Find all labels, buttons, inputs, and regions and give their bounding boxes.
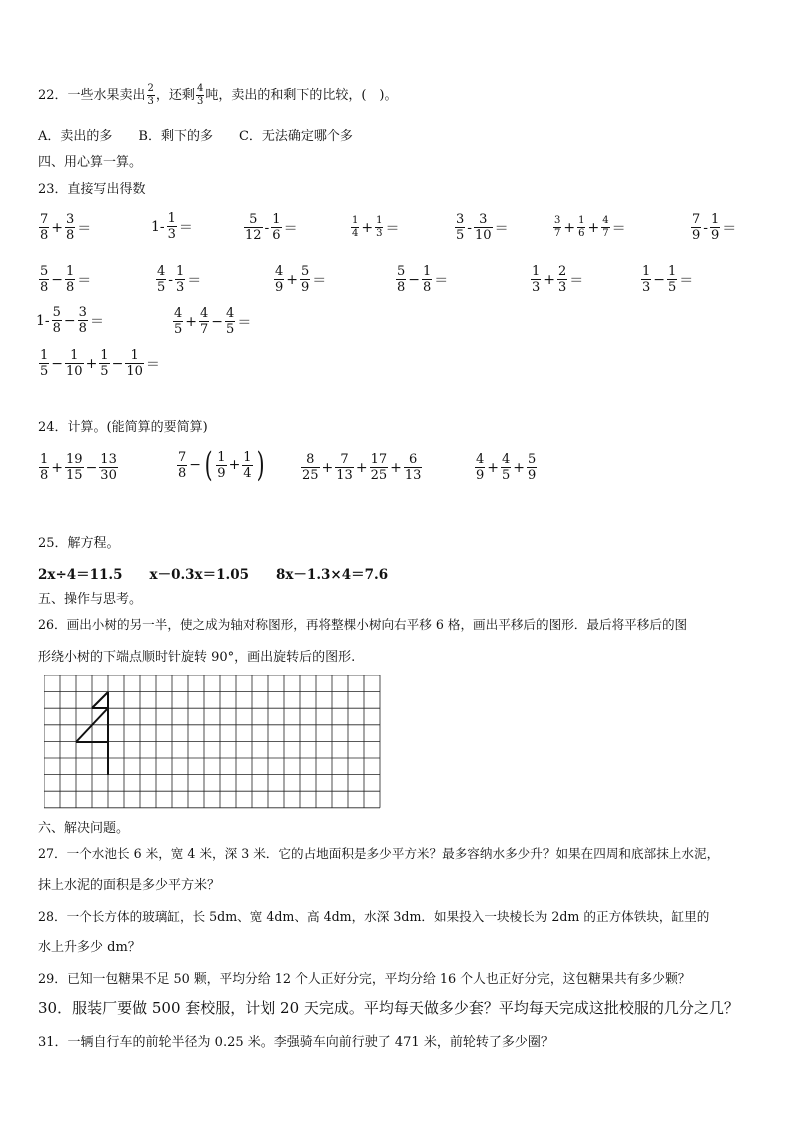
math-problem: [530, 264, 584, 294]
math-operator: ＝: [77, 272, 92, 289]
fraction: $\frac{13}{30}$: [100, 452, 117, 483]
math-problem: [38, 348, 161, 378]
math-operator: ＝: [77, 220, 92, 237]
math-expression: [38, 213, 92, 242]
q27-line-1: 27．一个水池长 6 米，宽 4 米，深 3 米．它的占地面积是多少平方米？最多容纳水多少升？如果在四周和底部抹上水泥，: [38, 846, 720, 861]
math-operator: −: [211, 313, 224, 330]
q22-suffix: 吨，卖出的和剩下的比较，( )。: [205, 88, 398, 103]
fraction: $\frac{4}{5}$: [226, 306, 235, 337]
fraction: $\frac{3}{10}$: [475, 212, 492, 243]
math-expression: [350, 216, 400, 239]
math-operator: ＝: [187, 272, 202, 289]
fraction: $\frac{1}{10}$: [66, 348, 83, 379]
fraction: $\frac{2}{3}$: [147, 83, 154, 107]
math-operator: ＝: [434, 272, 449, 289]
fraction: $\frac{5}{9}$: [528, 452, 537, 483]
math-problem: [273, 264, 327, 294]
math-operator: −: [653, 271, 666, 288]
fraction: $\frac{4}{3}$: [196, 83, 204, 107]
fraction: $\frac{4}{7}$: [200, 306, 209, 337]
q26-line-2: 形绕小树的下端点顺时针旋转 90°，画出旋转后的图形.: [38, 650, 356, 665]
math-operator: -: [703, 219, 709, 236]
fraction: $\frac{7}{8}$: [40, 212, 49, 243]
fraction: $\frac{1}{6}$: [272, 212, 281, 243]
math-operator: +: [85, 355, 98, 372]
math-operator: ＝: [679, 272, 694, 289]
grid-with-tree: [44, 675, 384, 809]
q30: 30．服装厂要做 500 套校服，计划 20 天完成。平均每天做多少套？平均每天完成这批校服的几分之几？: [38, 999, 739, 1017]
fraction: $\frac{5}{9}$: [301, 264, 310, 295]
q31: 31．一辆自行车的前轮半径为 0.25 米。李强骑车向前行驶了 471 米，前轮转了多少圈？: [38, 1035, 554, 1050]
q24-title: 24．计算。(能简算的要简算): [38, 420, 208, 435]
q29: 29．已知一包糖果不足 50 颗，平均分给 12 个人正好分完，平均分给 16 个人也正好分完，这包糖果共有多少颗？: [38, 972, 691, 987]
math-expression: [155, 265, 202, 294]
q26-line-1: 26．画出小树的另一半，使之成为轴对称图形，再将整棵小树向右平移 6 格，画出平移后的图形．最后将平移后的图: [38, 617, 688, 632]
fraction: $\frac{5}{8}$: [40, 264, 49, 295]
fraction: $\frac{4}{9}$: [476, 452, 485, 483]
q24-expression-2: $\frac{7}{8}$ − ( $\frac{1}{9}$ + $\frac{1}{4}$ ): [178, 445, 265, 485]
math-problem: [350, 212, 400, 239]
fraction: $\frac{1}{3}$: [642, 264, 651, 295]
math-problem: [155, 264, 202, 294]
fraction: $\frac{1}{5}$: [668, 264, 677, 295]
fraction: $\frac{4}{9}$: [275, 264, 284, 295]
fraction: $\frac{1}{4}$: [352, 215, 359, 239]
math-operator: ＝: [385, 220, 400, 237]
math-operator: +: [543, 271, 556, 288]
math-expression: [300, 453, 423, 482]
math-expression: [454, 213, 510, 242]
fraction: $\frac{4}{7}$: [602, 215, 609, 239]
fraction: $\frac{2}{3}$: [558, 264, 567, 295]
math-operator: +: [185, 313, 198, 330]
math-problem: [150, 212, 194, 241]
math-expression: [552, 216, 627, 239]
math-operator: +: [487, 459, 500, 476]
q22-prefix: 22．一些水果卖出: [38, 88, 146, 103]
fraction: $\frac{3}{5}$: [456, 212, 465, 243]
fraction: $\frac{3}{8}$: [66, 212, 75, 243]
fraction: $\frac{1}{3}$: [532, 264, 541, 295]
math-expression: [640, 265, 694, 294]
fraction: $\frac{5}{8}$: [397, 264, 406, 295]
fraction: $\frac{7}{9}$: [692, 212, 701, 243]
fraction: $\frac{19}{15}$: [66, 452, 83, 483]
math-expression: [273, 265, 327, 294]
math-operator: +: [361, 219, 374, 236]
fraction: $\frac{3}{8}$: [78, 305, 87, 336]
fraction: $\frac{1}{3}$: [167, 211, 176, 242]
math-problem: [552, 212, 627, 239]
math-operator: ＝: [237, 314, 252, 331]
math-operator: ＝: [89, 313, 104, 330]
fraction: $\frac{7}{8}$: [178, 449, 187, 481]
fraction: $\frac{4}{5}$: [502, 452, 511, 483]
math-expression: [38, 453, 119, 482]
math-problem: [172, 306, 252, 336]
math-operator: −: [63, 312, 76, 329]
math-problem: [454, 212, 510, 242]
math-operator: ＝: [312, 272, 327, 289]
fraction: $\frac{1}{3}$: [176, 264, 185, 295]
math-problem: [38, 264, 92, 294]
fraction: $\frac{1}{8}$: [423, 264, 432, 295]
fraction: $\frac{1}{10}$: [126, 348, 143, 379]
q24-expression-3: [300, 452, 423, 482]
fraction: $\frac{5}{12}$: [245, 212, 262, 243]
math-operator: −: [408, 271, 421, 288]
math-expression: [395, 265, 449, 294]
math-operator: +: [321, 459, 334, 476]
math-expression: [172, 307, 252, 336]
math-operator: ＝: [494, 220, 509, 237]
fraction: $\frac{1}{9}$: [217, 449, 226, 481]
math-operator: −: [85, 459, 98, 476]
fraction: $\frac{1}{3}$: [376, 215, 383, 239]
q24-expression-1: [38, 452, 119, 482]
math-operator: -: [264, 219, 270, 236]
math-operator: +: [51, 459, 64, 476]
math-operator: +: [286, 271, 299, 288]
q22-mid: ，还剩: [155, 88, 195, 103]
fraction: $\frac{1}{8}$: [40, 452, 49, 483]
q25-title: 25．解方程。: [38, 536, 120, 551]
math-operator: ＝: [178, 219, 193, 236]
fraction: $\frac{1}{8}$: [66, 264, 75, 295]
math-operator: +: [390, 459, 402, 476]
math-expression: [474, 453, 538, 482]
fraction: $\frac{1}{4}$: [243, 449, 252, 481]
fraction: $\frac{8}{25}$: [302, 452, 319, 483]
fraction: $\frac{6}{13}$: [404, 452, 422, 483]
math-problem: [243, 212, 299, 242]
section-6-heading: 六、解决问题。: [38, 821, 130, 836]
math-operator: -: [467, 219, 473, 236]
math-expression: [690, 213, 737, 242]
math-expression: [38, 265, 92, 294]
math-expression: [530, 265, 584, 294]
math-expression: [243, 213, 299, 242]
fraction: $\frac{17}{25}$: [370, 452, 388, 483]
fraction: $\frac{1}{5}$: [40, 348, 49, 379]
math-operator: ＝: [145, 356, 160, 373]
fraction: $\frac{5}{8}$: [52, 305, 61, 336]
fraction: $\frac{4}{5}$: [174, 306, 183, 337]
fraction: $\frac{4}{5}$: [157, 264, 166, 295]
math-problem: [395, 264, 449, 294]
fraction: $\frac{3}{7}$: [554, 215, 561, 239]
q25-equations: 2x÷4＝11.5 x－0.3x＝1.05 8x－1.3×4＝7.6: [38, 567, 389, 583]
math-problem: [38, 212, 92, 242]
math-operator: +: [51, 219, 64, 236]
math-expression: [150, 212, 194, 241]
math-operator: −: [111, 355, 124, 372]
q22-stem: [38, 84, 397, 107]
fraction: $\frac{1}{6}$: [578, 215, 585, 239]
q27-line-2: 抹上水泥的面积是多少平方米？: [38, 878, 221, 893]
math-problem: [640, 264, 694, 294]
math-operator: 1-: [36, 312, 50, 329]
math-expression: [38, 349, 161, 378]
math-operator: +: [513, 459, 526, 476]
q28-line-1: 28．一个长方体的玻璃缸，长 5dm、宽 4dm、高 4dm，水深 3dm．如果投入一块棱长为 2dm 的正方体铁块，缸里的: [38, 909, 710, 924]
math-operator: -: [168, 271, 174, 288]
math-operator: ＝: [283, 220, 298, 237]
q22-options: A．卖出的多 B．剩下的多 C．无法确定哪个多: [38, 129, 353, 144]
math-problem: [35, 306, 105, 335]
fraction: $\frac{7}{13}$: [336, 452, 353, 483]
q24-expression-4: [474, 452, 538, 482]
math-problem: [690, 212, 737, 242]
fraction: $\frac{1}{9}$: [711, 212, 720, 243]
q28-line-2: 水上升多少 dm？: [38, 940, 141, 955]
math-operator: ＝: [722, 220, 737, 237]
math-operator: 1-: [151, 218, 165, 235]
math-operator: +: [563, 219, 576, 236]
fraction: $\frac{1}{5}$: [100, 348, 109, 379]
math-operator: ＝: [569, 272, 584, 289]
section-5-heading: 五、操作与思考。: [38, 592, 143, 607]
math-expression: [35, 306, 105, 335]
section-4-heading: 四、用心算一算。: [38, 155, 143, 170]
q23-title: 23．直接写出得数: [38, 182, 146, 197]
math-operator: +: [587, 219, 600, 236]
math-operator: −: [51, 355, 64, 372]
math-operator: −: [51, 271, 64, 288]
math-operator: ＝: [611, 220, 626, 237]
math-operator: +: [355, 459, 368, 476]
